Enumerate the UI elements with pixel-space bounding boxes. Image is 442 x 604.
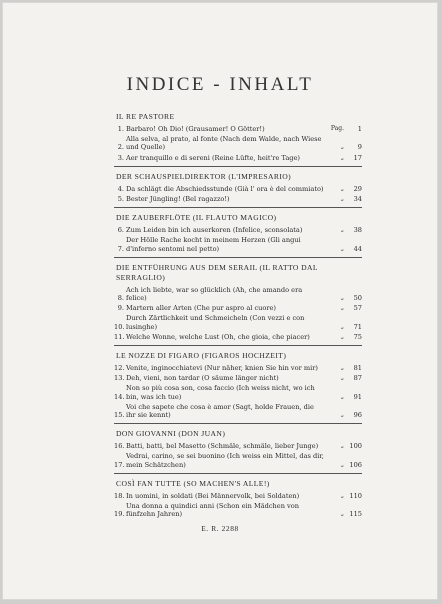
section-don-giovanni <box>114 429 362 474</box>
document-page <box>2 2 438 600</box>
index-list <box>114 112 362 522</box>
divider <box>114 257 362 258</box>
list-item: 2. Alla selva, al prato, al fonte (Nach dem Walde, nach Wiese und Quelle) „ 9 <box>117 135 362 152</box>
list-item: 17. Vedrai, carino, se sei buonino (Ich weiss ein Mittel, das dir, mein Schätzchen) „ 106 <box>114 452 362 469</box>
list-item: 4. Da schlägt die Abschiedsstunde (Già l' ora è del commiato) „ 29 <box>117 184 362 193</box>
section-title: DON GIOVANNI (DON JUAN) <box>116 429 226 439</box>
section-zauberfloete <box>114 213 362 258</box>
section-re-pastore <box>114 112 362 167</box>
divider <box>114 423 362 424</box>
divider <box>114 345 362 346</box>
section-title: DIE ZAUBERFLÖTE (IL FLAUTO MAGICO) <box>116 213 277 223</box>
section-title: DIE ENTFÜHRUNG AUS DEM SERAIL (IL RATTO DAL SERRAGLIO) <box>116 262 318 282</box>
list-item: 7. Der Hölle Rache kocht in meinem Herzen (Gli angui d'inferno sentomi nel petto) „ 44 <box>117 236 362 253</box>
list-item: 12. Venite, inginocchiatevi (Nur näher, knien Sie hin vor mir) „ 81 <box>114 364 362 373</box>
list-item: 6. Zum Leiden bin ich auserkoren (Infelice, sconsolata) „ 38 <box>117 226 362 235</box>
section-title: DER SCHAUSPIELDIREKTOR (L'IMPRESARIO) <box>116 171 292 181</box>
section-schauspieldirektor <box>114 172 362 208</box>
list-item: 18. In uomini, in soldati (Bei Männervolk, bei Soldaten) „ 110 <box>114 491 362 500</box>
section-cosi-fan-tutte <box>114 479 362 519</box>
list-item: 1. Barbaro! Oh Dio! (Grausamer! O Götter!) Pag. 1 <box>117 125 362 133</box>
page-title: INDICE - INHALT <box>126 74 314 95</box>
list-item: 19. Una donna a quindici anni (Schon ein Mädchen von fünfzehn Jahren) „ 115 <box>114 502 362 519</box>
list-item: 9. Martern aller Arten (Che pur aspro al cuore) „ 57 <box>117 304 362 313</box>
publisher-code: E. R. 2288 <box>201 524 239 533</box>
divider <box>114 473 362 474</box>
list-item: 13. Deh, vieni, non tardar (O säume länger nicht) „ 87 <box>114 374 362 383</box>
list-item: 10. Durch Zärtlichkeit und Schmeicheln (Con vezzi e con lusinghe) „ 71 <box>114 314 362 331</box>
section-title: IL RE PASTORE <box>116 112 175 121</box>
list-item: 3. Aer tranquillo e di sereni (Reine Lüfte, heit're Tage) „ 17 <box>117 153 362 162</box>
list-item: 8. Ach ich liebte, war so glücklich (Ah, che amando era felice) „ 50 <box>117 285 362 303</box>
divider <box>114 207 362 208</box>
list-item: 14. Non so più cosa son, cosa faccio (Ich weiss nicht, wo ich bin, was ich tue) „ 91 <box>114 384 362 401</box>
section-figaro <box>114 351 362 424</box>
list-item: 11. Welche Wonne, welche Lust (Oh, che gioia, che piacer) „ 75 <box>114 332 362 341</box>
section-entfuehrung <box>114 263 362 346</box>
list-item: 16. Batti, batti, bel Masetto (Schmäle, schmäle, lieber Junge) „ 100 <box>114 442 362 451</box>
list-item: 5. Bester Jüngling! (Bel ragazzo!) „ 34 <box>117 195 362 204</box>
list-item: 15. Voi che sapete che cosa è amor (Sagt, holde Frauen, die ihr sie kennt) „ 96 <box>114 402 362 420</box>
section-title: LE NOZZE DI FIGARO (FIGAROS HOCHZEIT) <box>116 351 287 361</box>
section-title: COSÌ FAN TUTTE (SO MACHEN'S ALLE!) <box>116 478 270 488</box>
divider <box>114 166 362 167</box>
